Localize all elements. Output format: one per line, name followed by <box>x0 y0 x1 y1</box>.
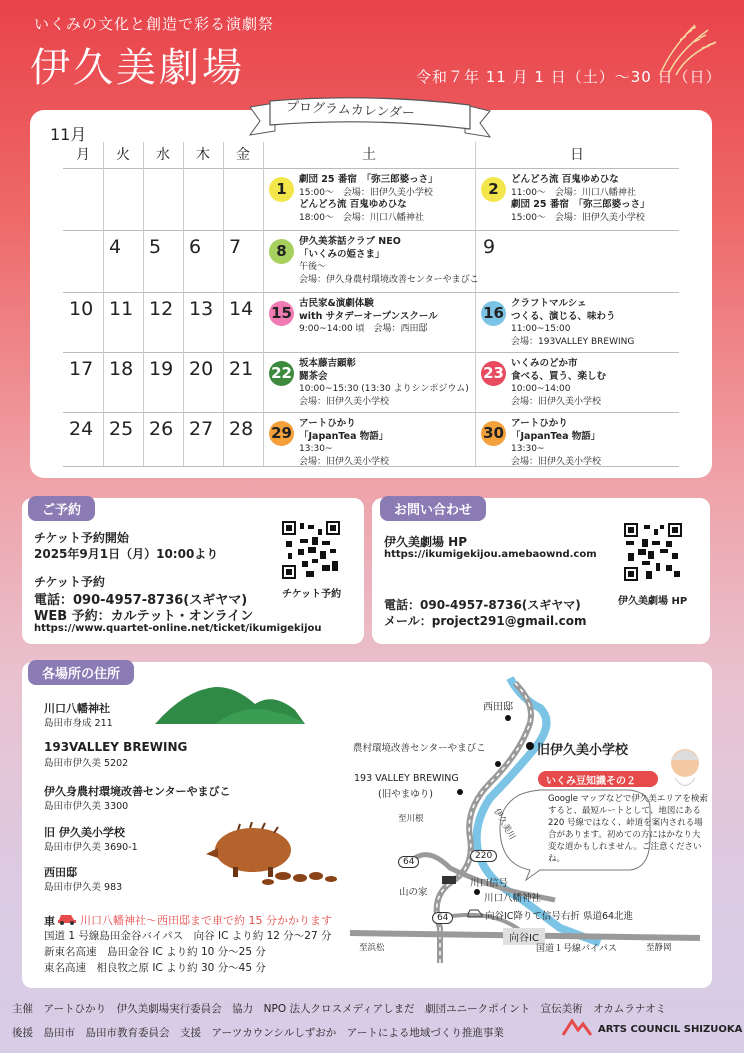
weekday-header: 月 <box>76 147 90 163</box>
map-to-kawane: 至川根 <box>398 814 424 824</box>
event-line: 劇団 25 番宿 「弥三郎婆っさ」 <box>511 199 650 210</box>
calendar-month: 11月 <box>50 125 87 144</box>
place-address: 島田市伊久美 3300 <box>44 801 129 812</box>
event-line: アートひかり <box>299 418 356 429</box>
festival-title: 伊久美劇場 <box>30 45 245 91</box>
website-label: 伊久美劇場 HP <box>384 535 468 549</box>
place-address: 島田市伊久美 3690-1 <box>44 842 138 853</box>
event-line: 15:00～ 会場：旧伊久美小学校 <box>299 187 433 198</box>
calendar-day-sat: 22 <box>269 361 294 386</box>
event-line: 伊久美茶話クラブ NEO <box>299 236 401 247</box>
wild-boar-illustration <box>198 822 348 887</box>
calendar-banner-title: プログラムカレンダー <box>285 99 416 122</box>
website-qr-label: 伊久美劇場 HP <box>618 596 688 607</box>
calendar-day: 6 <box>189 236 202 258</box>
weekday-header: 火 <box>116 147 130 163</box>
map-old-school: 旧伊久美小学校 <box>537 743 629 758</box>
route-3: 東名高速 相良牧之原 IC より約 30 分～45 分 <box>44 962 266 974</box>
weekday-header: 水 <box>156 147 170 163</box>
map-route-64-north: 64 <box>398 856 419 868</box>
reserve-url-link[interactable]: https://www.quartet-online.net/ticket/ikumigekijou <box>34 623 322 634</box>
tip-title: いくみ豆知識その２ <box>546 776 636 787</box>
place-address: 島田市伊久美 983 <box>44 882 123 893</box>
event-line: 11:00~15:00 <box>511 324 571 334</box>
event-line: 闘茶会 <box>299 370 328 382</box>
event-line: with サタデーオープンスクール <box>299 310 438 322</box>
map-yamabiko: 農村環境改善センターやまびこ <box>353 743 486 754</box>
event-line: 食べる、買う、楽しむ <box>511 370 607 382</box>
calendar-day: 10 <box>69 298 94 320</box>
calendar-day-sun: 23 <box>481 361 506 386</box>
calendar-day-sun: 16 <box>481 301 506 326</box>
event-line: 15:00～ 会場：旧伊久美小学校 <box>511 212 645 223</box>
event-line: 会場：旧伊久美小学校 <box>511 456 602 467</box>
tip-text: Google マップなどで伊久美エリアを検索すると、最短ルートとして、地図にある 220 号線ではなく、峠道を案内される場合があります。初めての方にはかなり大変な道かもしれません。ご注意くださいね。 <box>548 794 708 864</box>
calendar-day: 27 <box>189 418 214 440</box>
place-address: 島田市伊久美 5202 <box>44 758 129 769</box>
footer-organizers: 主催 アートひかり 伊久美劇場実行委員会 協力 NPO 法人クロスメディアしまだ 劇団ユニークポイント 宣伝美術 オカムラナオミ <box>12 1003 667 1015</box>
grid-col-line <box>223 142 224 466</box>
weekday-header: 木 <box>196 147 210 163</box>
event-line: 古民家&演劇体験 <box>299 298 374 309</box>
contact-email[interactable]: メール：project291@gmail.com <box>384 614 587 628</box>
event-line: アートひかり <box>511 418 568 429</box>
event-line: 「JapanTea 物語」 <box>299 430 389 442</box>
map-brewing-former: (旧やまゆり) <box>378 789 433 800</box>
grid-row-line <box>63 352 679 353</box>
grid-col-line <box>143 142 144 466</box>
ticket-start-label: チケット予約開始 <box>34 531 129 545</box>
event-line: つくる、演じる、味わう <box>511 310 616 322</box>
map-yamanoie: 山の家 <box>399 887 428 898</box>
map-to-shizuoka: 至静岡 <box>646 943 672 953</box>
weekday-header: 金 <box>236 147 250 163</box>
event-line: クラフトマルシェ <box>511 298 587 309</box>
event-line: 会場：旧伊久美小学校 <box>299 396 390 407</box>
event-line: 会場：旧伊久美小学校 <box>511 396 602 407</box>
calendar-day-sat: 1 <box>269 177 294 202</box>
event-line: 「いくみの姫さま」 <box>299 248 385 260</box>
festival-dates: 令和７年 11 月 1 日（土）～30 日（日） <box>416 68 722 86</box>
car-small-icon <box>467 908 483 918</box>
calendar-day-sat: 15 <box>269 301 294 326</box>
grid-row-line <box>63 230 679 231</box>
route-2: 新東名高速 島田金谷 IC より約 10 分～25 分 <box>44 946 266 958</box>
map-brewing: 193 VALLEY BREWING <box>354 773 459 784</box>
calendar-day: 13 <box>189 298 214 320</box>
reservation-tab: ご予約 <box>28 496 95 521</box>
car-icon <box>57 912 77 925</box>
calendar-day: 4 <box>109 236 122 258</box>
calendar-day: 5 <box>149 236 162 258</box>
pampas-grass-icon <box>650 20 720 75</box>
grid-row-line <box>63 412 679 413</box>
calendar-day: 28 <box>229 418 254 440</box>
event-line: 18:00～ 会場：川口八幡神社 <box>299 212 424 223</box>
calendar-day-sat: 29 <box>269 421 294 446</box>
ticket-qr-label: チケット予約 <box>282 589 342 600</box>
event-line: 10:00~14:00 <box>511 384 571 394</box>
event-line: 9:00~14:00 頃 会場：西田邸 <box>299 324 428 334</box>
website-qr-code[interactable] <box>624 523 682 581</box>
map-mukaiya-ic: 向谷IC <box>503 928 545 945</box>
festival-subtitle: いくみの文化と創造で彩る演劇祭 <box>34 15 275 33</box>
calendar-day: 7 <box>229 236 242 258</box>
event-line: どんどろ流 百鬼ゆめひな <box>511 174 619 185</box>
calendar-day-sun: 2 <box>481 177 506 202</box>
route-1: 国道 1 号線島田金谷バイパス 向谷 IC より約 12 分～27 分 <box>44 930 332 942</box>
calendar-day: 17 <box>69 358 94 380</box>
place-name: 西田邸 <box>44 866 77 879</box>
grid-col-line <box>263 142 264 466</box>
calendar-day: 26 <box>149 418 174 440</box>
calendar-day: 24 <box>69 418 94 440</box>
map-river: 伊久美川 <box>491 807 517 842</box>
places-tab: 各場所の住所 <box>28 660 134 685</box>
map-to-hamamatsu: 至浜松 <box>359 943 385 953</box>
grid-col-line <box>103 142 104 466</box>
reserve-phone[interactable]: 電話：090-4957-8736(スギヤマ) <box>34 593 248 608</box>
map-bypass: 国道１号線バイパス <box>536 944 617 954</box>
arts-council-logo-icon <box>562 1018 592 1036</box>
grid-col-line <box>475 142 476 466</box>
calendar-day: 25 <box>109 418 134 440</box>
event-line: 13:30~ <box>299 444 333 454</box>
map-shrine: 川口八幡神社 <box>484 893 542 904</box>
map-route-220: 220 <box>470 850 497 862</box>
weekday-header: 土 <box>362 147 376 163</box>
event-line: 11:00～ 会場：川口八幡神社 <box>511 187 636 198</box>
event-line: どんどろ流 百鬼ゆめひな <box>299 199 407 210</box>
car-travel-note: 川口八幡神社～西田邸まで車で約 15 分かかります <box>80 914 332 927</box>
calendar-day: 19 <box>149 358 174 380</box>
map-route-64-south: 64 <box>432 912 453 924</box>
event-line: 「JapanTea 物語」 <box>511 430 601 442</box>
footer-supporters: 後援 島田市 島田市教育委員会 支援 アーツカウンシルしずおか アートによる地域づくり推進事業 <box>12 1027 504 1039</box>
ticket-start-date: 2025年9月1日（月）10:00より <box>34 547 219 561</box>
event-line: 会場：伊久身農村環境改善センターやまびこ <box>299 274 479 285</box>
calendar-day: 20 <box>189 358 214 380</box>
calendar-day-sun: 30 <box>481 421 506 446</box>
contact-tab: お問い合わせ <box>380 496 486 521</box>
event-line: 午後～ <box>299 262 327 272</box>
place-address: 島田市身成 211 <box>44 718 113 729</box>
grid-row-line <box>63 292 679 293</box>
arts-council-logo: ARTS COUNCIL SHIZUOKA <box>598 1024 743 1035</box>
calendar-day: 14 <box>229 298 254 320</box>
grid-row-line <box>63 168 679 169</box>
event-line: 会場：193VALLEY BREWING <box>511 336 635 347</box>
weekday-header: 日 <box>570 147 584 163</box>
calendar-day: 18 <box>109 358 134 380</box>
event-line: 坂本藤吉顕彰 <box>299 358 357 369</box>
mountains-illustration <box>155 682 315 730</box>
map-mukaiya-note: 向谷IC降りて信号右折 県道64北進 <box>485 911 634 922</box>
reserve-web: WEB 予約：カルテット・オンライン <box>34 609 254 624</box>
place-name: 旧 伊久美小学校 <box>44 826 125 839</box>
place-name: 193VALLEY BREWING <box>44 740 188 754</box>
calendar-day: 21 <box>229 358 254 380</box>
event-line: 劇団 25 番宿 「弥三郎婆っさ」 <box>299 174 438 185</box>
calendar-day: 11 <box>109 298 134 320</box>
map-nishida: 西田邸 <box>483 702 513 713</box>
ticket-reserve-label: チケット予約 <box>34 575 105 589</box>
ticket-qr-code[interactable] <box>282 521 340 579</box>
website-url-link[interactable]: https://ikumigekijou.amebaownd.com <box>384 549 597 560</box>
grid-col-line <box>183 142 184 466</box>
event-line: 会場：旧伊久美小学校 <box>299 456 390 467</box>
calendar-day-sat: 8 <box>269 239 294 264</box>
place-name: 伊久身農村環境改善センターやまびこ <box>44 785 231 798</box>
calendar-day-sun: 9 <box>483 236 496 258</box>
contact-phone[interactable]: 電話：090-4957-8736(スギヤマ) <box>384 598 581 612</box>
event-line: 13:30~ <box>511 444 545 454</box>
event-line: いくみのどか市 <box>511 358 578 369</box>
map-kawaguchi-signal: 川口信号 <box>470 878 509 889</box>
car-label: 車 <box>44 915 55 928</box>
event-line: 10:00~15:30 (13:30 よりシンポジウム) <box>299 384 469 394</box>
calendar-day: 12 <box>149 298 174 320</box>
place-name: 川口八幡神社 <box>44 702 110 715</box>
